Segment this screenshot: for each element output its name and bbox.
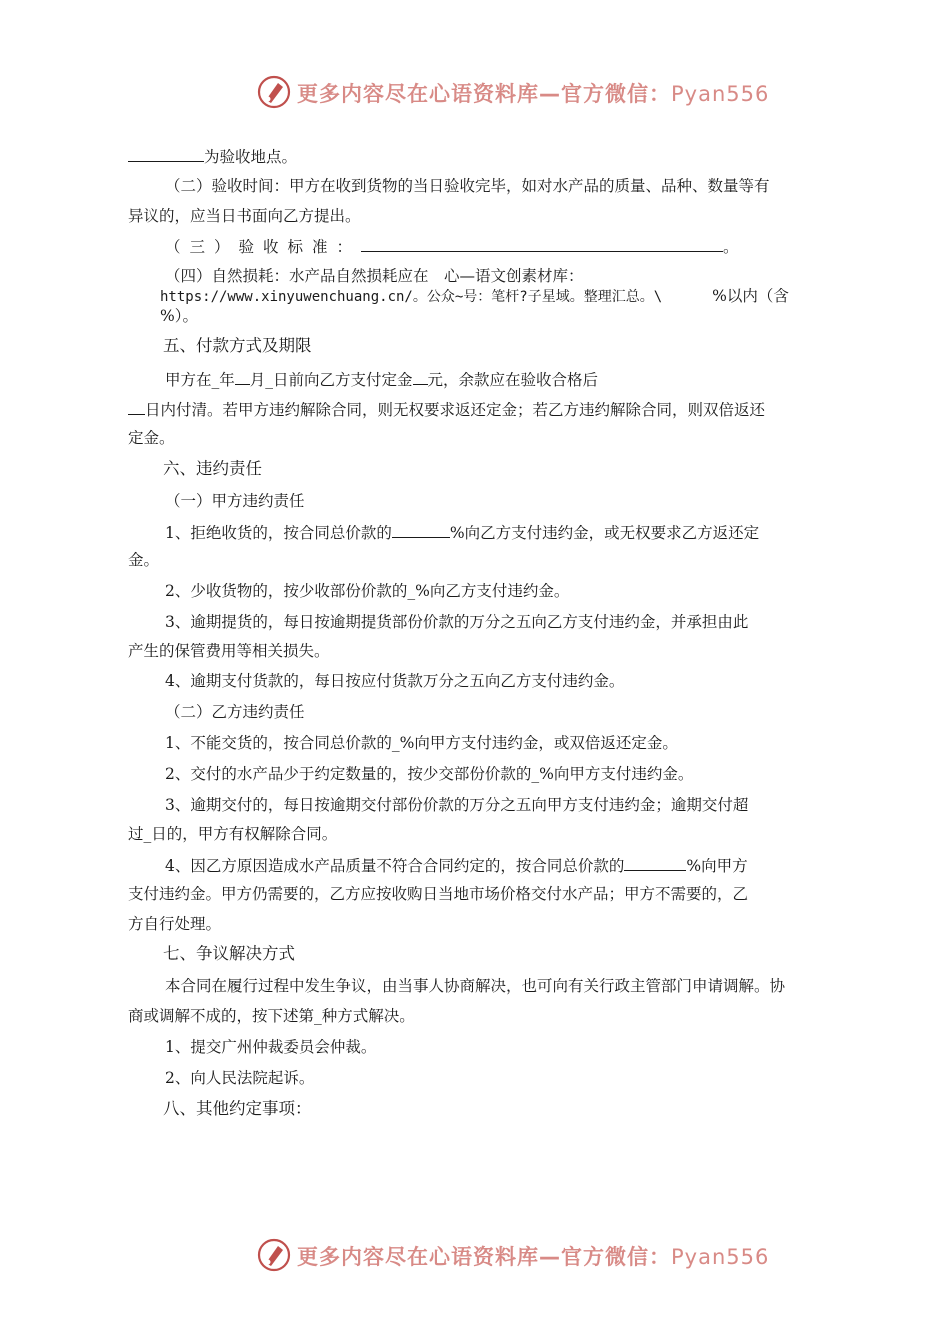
paragraph: 日内付清。若甲方违约解除合同，则无权要求返还定金；若乙方违约解除合同，则双倍返还 — [128, 398, 765, 420]
paragraph: 支付违约金。甲方仍需要的，乙方应按收购日当地市场价格交付水产品；甲方不需要的，乙 — [128, 885, 749, 903]
watermark-text: 更多内容尽在心语资料库—官方微信：Pyan556 — [297, 1245, 770, 1269]
pen-nib-logo-icon — [256, 74, 292, 110]
blank-field — [128, 145, 204, 162]
section-heading-5: 五、付款方式及期限 — [163, 336, 312, 355]
section-heading-8: 八、其他约定事项： — [163, 1099, 312, 1118]
paragraph: 异议的，应当日书面向乙方提出。 — [128, 207, 361, 225]
blank-field — [361, 235, 723, 252]
pen-nib-logo-icon — [256, 1237, 292, 1273]
paragraph: 2、交付的水产品少于约定数量的，按少交部份价款的_%向甲方支付违约金。 — [165, 765, 694, 783]
watermark-banner-top — [0, 72, 950, 112]
paragraph: 过_日的，甲方有权解除合同。 — [128, 825, 338, 843]
section-heading-6: 六、违约责任 — [163, 459, 262, 478]
watermark-text: 更多内容尽在心语资料库—官方微信：Pyan556 — [297, 82, 770, 106]
paragraph: https://www.xinyuwenchuang.cn/。公众~号：笔杆?子星域。整理汇总。\ %以内（含 — [160, 287, 789, 305]
paragraph: 2、少收货物的，按少收部份价款的_%向乙方支付违约金。 — [165, 582, 570, 600]
inspection-standard-line: （三）验收标准： 。 — [165, 235, 739, 257]
paragraph: 定金。 — [128, 429, 175, 447]
paragraph: 产生的保管费用等相关损失。 — [128, 642, 330, 660]
paragraph: 方自行处理。 — [128, 915, 222, 933]
subsection-heading: （二）乙方违约责任 — [165, 703, 305, 721]
paragraph: 1、不能交货的，按合同总价款的_%向甲方支付违约金，或双倍返还定金。 — [165, 734, 678, 752]
paragraph: 3、逾期提货的，每日按逾期提货部份价款的万分之五向乙方支付违约金，并承担由此 — [165, 613, 749, 631]
section-heading-7: 七、争议解决方式 — [163, 944, 295, 963]
paragraph: 金。 — [128, 551, 160, 569]
blank-field — [413, 368, 428, 385]
subsection-heading: （一）甲方违约责任 — [165, 492, 305, 510]
paragraph: 商或调解不成的，按下述第_种方式解决。 — [128, 1007, 415, 1025]
paragraph: （二）验收时间：甲方在收到货物的当日验收完毕，如对水产品的质量、品种、数量等有 — [165, 177, 770, 195]
paragraph: （四）自然损耗：水产品自然损耗应在 心—语文创素材库： — [165, 267, 584, 285]
watermark-banner-bottom — [0, 1235, 950, 1275]
paragraph: 4、因乙方原因造成水产品质量不符合合同约定的，按合同总价款的 %向甲方 — [165, 854, 748, 876]
inspection-place-line: 为验收地点。 — [128, 145, 297, 167]
blank-field — [128, 398, 145, 415]
paragraph: 4、逾期支付货款的，每日按应付货款万分之五向乙方支付违约金。 — [165, 672, 625, 690]
paragraph: 甲方在_年 月_日前向乙方支付定金 元，余款应在验收合格后 — [165, 368, 598, 390]
paragraph: 1、提交广州仲裁委员会仲裁。 — [165, 1038, 377, 1056]
blank-field — [392, 521, 450, 538]
paragraph: 本合同在履行过程中发生争议，由当事人协商解决，也可向有关行政主管部门申请调解。协 — [165, 977, 786, 995]
blank-field — [235, 368, 250, 385]
paragraph: 1、拒绝收货的，按合同总价款的 %向乙方支付违约金，或无权要求乙方返还定 — [165, 521, 759, 543]
paragraph: 3、逾期交付的，每日按逾期交付部份价款的万分之五向甲方支付违约金；逾期交付超 — [165, 796, 749, 814]
blank-field — [624, 854, 686, 871]
paragraph: 2、向人民法院起诉。 — [165, 1069, 315, 1087]
paragraph: %）。 — [160, 307, 198, 325]
